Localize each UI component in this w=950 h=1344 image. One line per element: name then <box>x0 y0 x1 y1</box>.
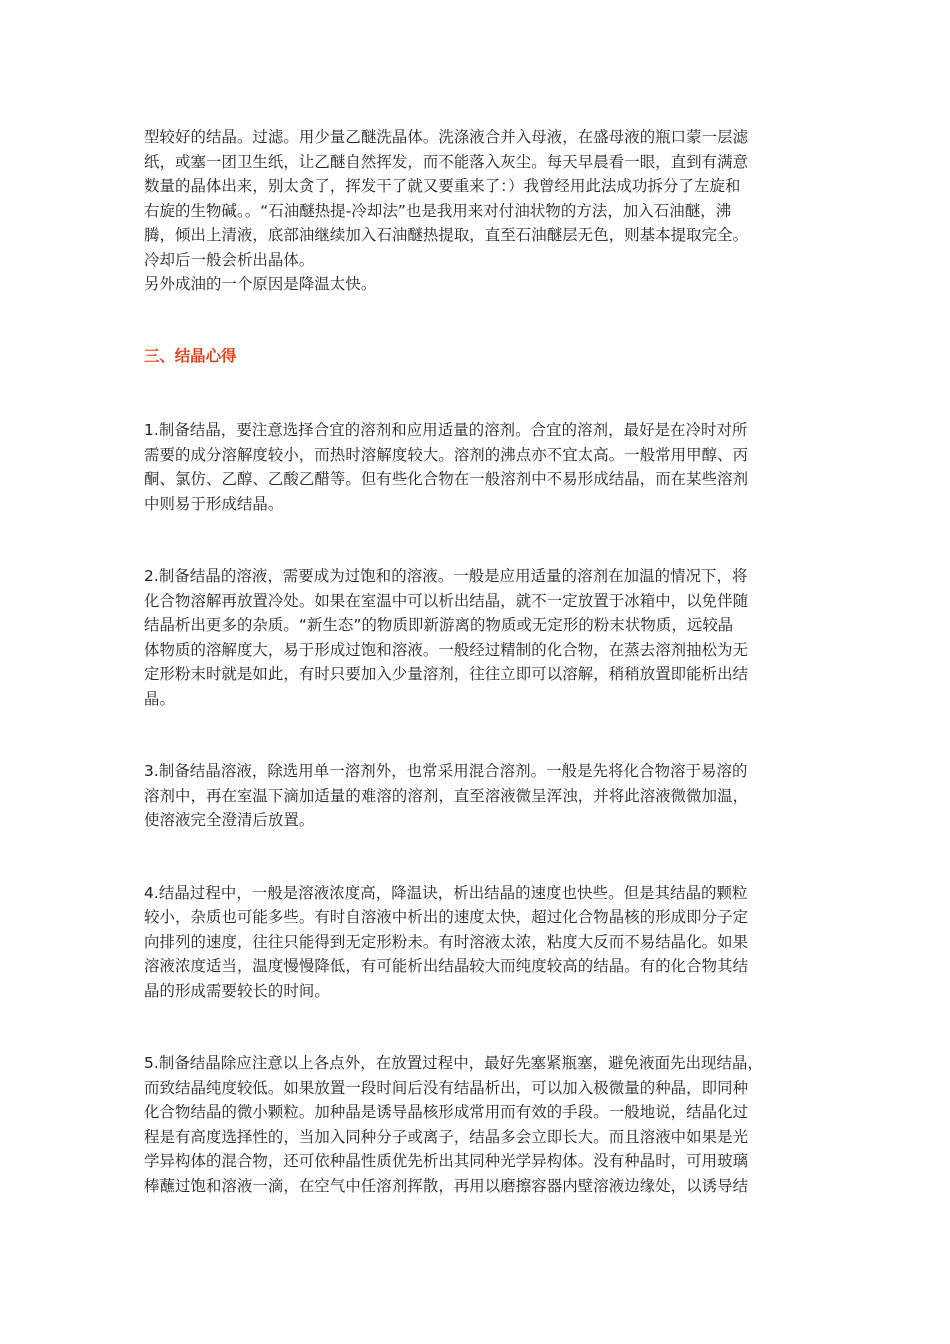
text-line: 学异构体的混合物，还可依种晶性质优先析出其同种光学异构体。没有种晶时，可用玻璃 <box>144 1152 749 1170</box>
text-line: 而致结晶纯度较低。如果放置一段时间后没有结晶析出，可以加入极微量的种晶，即同种 <box>144 1078 749 1097</box>
text-line: 晶。 <box>144 689 175 708</box>
text-line: 1.制备结晶，要注意选择合宜的溶剂和应用适量的溶剂。合宜的溶剂，最好是在冷时对所 <box>144 421 748 439</box>
text-line: 化合物溶解再放置冷处。如果在室温中可以析出结晶，就不一定放置于冰箱中，以免伴随 <box>144 591 749 610</box>
text-line: 需要的成分溶解度较小，而热时溶解度较大。溶剂的沸点亦不宜太高。一般常用甲醇、丙 <box>144 445 749 464</box>
text-line: 中则易于形成结晶。 <box>144 494 284 513</box>
text-line: 酮、氯仿、乙醇、乙酸乙醋等。但有些化合物在一般溶剂中不易形成结晶，而在某些溶剂 <box>144 470 749 488</box>
text-line: 另外成油的一个原因是降温太快。 <box>144 275 377 293</box>
paragraph-2 <box>144 564 806 711</box>
paragraph-4 <box>144 881 806 1004</box>
text-line: 右旋的生物碱。。“石油醚热提-冷却法”也是我用来对付油状物的方法，加入石油醚，沸 <box>144 201 732 220</box>
text-line: 定形粉末时就是如此，有时只要加入少量溶剂，往往立即可以溶解，稍稍放置即能析出结 <box>144 665 749 683</box>
text-line: 3.制备结晶溶液，除选用单一溶剂外，也常采用混合溶剂。一般是先将化合物溶于易溶的 <box>144 762 748 780</box>
text-line: 溶液浓度适当，温度慢慢降低，有可能析出结晶较大而纯度较高的结晶。有的化合物其结 <box>144 957 749 975</box>
text-line: 溶剂中，再在室温下滴加适量的难溶的溶剂，直至溶液微呈浑浊，并将此溶液微微加温， <box>144 786 749 805</box>
section-heading: 三、结晶心得 <box>144 346 237 365</box>
text-line: 向排列的速度，往往只能得到无定形粉未。有时溶液太浓，粘度大反而不易结晶化。如果 <box>144 932 749 951</box>
text-line: 较小，杂质也可能多些。有时自溶液中析出的速度太快，超过化合物晶核的形成即分子定 <box>144 908 749 926</box>
text-line: 型较好的结晶。过滤。用少量乙醚洗晶体。洗涤液合并入母液，在盛母液的瓶口蒙一层滤 <box>144 128 749 146</box>
text-line: 晶的形成需要较长的时间。 <box>144 981 330 1000</box>
text-line: 化合物结晶的微小颗粒。加种晶是诱导晶核形成常用而有效的手段。一般地说，结晶化过 <box>144 1103 749 1121</box>
intro-paragraph <box>144 125 806 297</box>
text-line: 结晶析出更多的杂质。“新生态”的物质即新游离的物质或无定形的粉末状物质，远较晶 <box>144 616 734 634</box>
text-line: 程是有高度选择性的，当加入同种分子或离子，结晶多会立即长大。而且溶液中如果是光 <box>144 1127 749 1146</box>
text-line: 5.制备结晶除应注意以上各点外，在放置过程中，最好先塞紧瓶塞，避免液面先出现结晶， <box>144 1054 764 1072</box>
text-line: 体物质的溶解度大，易于形成过饱和溶液。一般经过精制的化合物，在蒸去溶剂抽松为无 <box>144 640 749 659</box>
paragraph-3 <box>144 759 806 833</box>
text-line: 纸，或塞一团卫生纸，让乙醚自然挥发，而不能落入灰尘。每天早晨看一眼，直到有满意 <box>144 152 749 171</box>
text-line: 4.结晶过程中，一般是溶液浓度高，降温诀，析出结晶的速度也快些。但是其结晶的颗粒 <box>144 883 748 902</box>
text-line: 冷却后一般会析出晶体。 <box>144 250 315 269</box>
text-line: 数量的晶体出来，别太贪了，挥发干了就又要重来了：）我曾经用此法成功拆分了左旋和 <box>144 177 741 195</box>
text-line: 使溶液完全澄清后放置。 <box>144 811 315 829</box>
text-line: 棒蘸过饱和溶液一滴，在空气中任溶剂挥散，再用以磨擦容器内壁溶液边缘处，以诱导结 <box>144 1176 749 1195</box>
text-line: 腾，倾出上清液，底部油继续加入石油醚热提取，直至石油醚层无色，则基本提取完全。 <box>144 226 749 244</box>
text-line: 2.制备结晶的溶液，需要成为过饱和的溶液。一般是应用适量的溶剂在加温的情况下，将 <box>144 567 748 585</box>
paragraph-1 <box>144 418 806 516</box>
document-body <box>144 125 806 1198</box>
paragraph-5 <box>144 1051 806 1198</box>
